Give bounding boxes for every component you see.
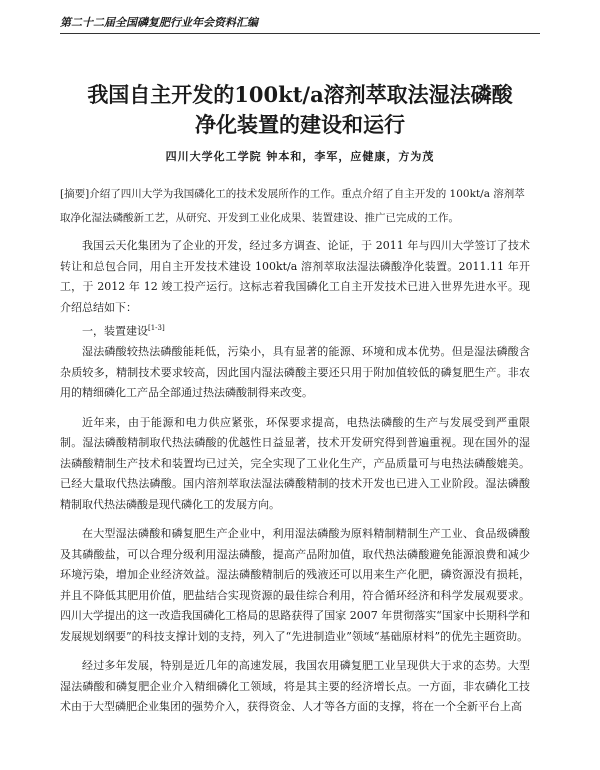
paragraph-1: 湿法磷酸较热法磷酸能耗低，污染小，具有显著的能源、环境和成本优势。但是湿法磷酸含杂质较多，精制技术要求较高，因此国内湿法磷酸主要还只用于附加值较低的磷复肥生产。非农用的精细磷化工产品全部通过热法磷酸制得来改变。 [60, 345, 530, 400]
section-ref: [1-3] [148, 324, 165, 332]
paragraph-2: 近年来，由于能源和电力供应紧张，环保要求提高，电热法磷酸的生产与发展受到严重限制。湿法磷酸精制取代热法磷酸的优越性日益显著，技术开发研究得到普遍重视。现在国外的湿法磷酸精制生产技术和装置均已过关，完全实现了工业化生产，产品质量可与电热法磷酸媲美。已经大量取代热法磷酸。国内溶剂萃取法湿法磷酸精制的技术开发也已进入工业阶段。湿法磷酸精制取代热法磷酸是现代磷化工的发展方向。 [60, 415, 530, 511]
title-line-2: 净化装置的建设和运行 [195, 112, 405, 137]
paragraph-3: 在大型湿法磷酸和磷复肥生产企业中，利用湿法磷酸为原料精制精制生产工业、食品级磷酸及其磷酸盐，可以合理分级利用湿法磷酸，提高产品附加值，取代热法磷酸避免能源浪费和减少环境污染，增加企业经济效益。湿法磷酸精制后的残液还可以用来生产化肥，磷资源没有损耗，并且不降低其肥用价值，肥盐结合实现资源的最佳综合利用，符合循环经济和科学发展观要求。四川大学提出的这一改造我国磷化工格局的思路获得了国家 2007 年贯彻落实“国家中长期科学和发展规划纲要”的科技支撑计划的支持，列入了“先进制造业”领域“基础原材料”的优先主题资助。 [60, 527, 530, 643]
running-header: 第二十二届全国磷复肥行业年会资料汇编 [60, 14, 540, 34]
paper-title [40, 80, 560, 140]
abstract-text: 介绍了四川大学为我国磷化工的技术发展所作的工作。重点介绍了自主开发的 100kt/a 溶剂萃取净化湿法磷酸新工艺，从研究、开发到工业化成果、装置建设、推广已完成的工作。 [60, 188, 525, 224]
abstract [60, 182, 530, 230]
section-heading-text: 一，装置建设 [82, 324, 148, 338]
intro-paragraph: 我国云天化集团为了企业的开发，经过多方调查、论证，于 2011 年与四川大学签订了技术转让和总包合同，用自主开发技术建设 100kt/a 溶剂萃取法湿法磷酸净化装置。2011.11 年开工，于 2012 年 12 竣工投产运行。这标志着我国磷化工自主开发技术已进入世界先进水平。现介绍总结如下： [60, 239, 530, 314]
author-line: 四川大学化工学院 钟本和，李军，应健康，方为茂 [165, 150, 435, 163]
body-text [60, 236, 530, 718]
paragraph-4: 经过多年发展，特别是近几年的高速发展，我国农用磷复肥工业呈现供大于求的态势。大型湿法磷酸和磷复肥企业介入精细磷化工领域，将是其主要的经济增长点。一方面，非农磷化工技术由于大型磷肥企业集团的强势介入，获得资金、人才等各方面的支撑，将在一个全新平台上高 [60, 659, 530, 714]
abstract-label: [摘要] [60, 188, 90, 200]
section-heading [60, 318, 530, 342]
title-line-1: 我国自主开发的100kt/a溶剂萃取法湿法磷酸 [87, 82, 513, 107]
